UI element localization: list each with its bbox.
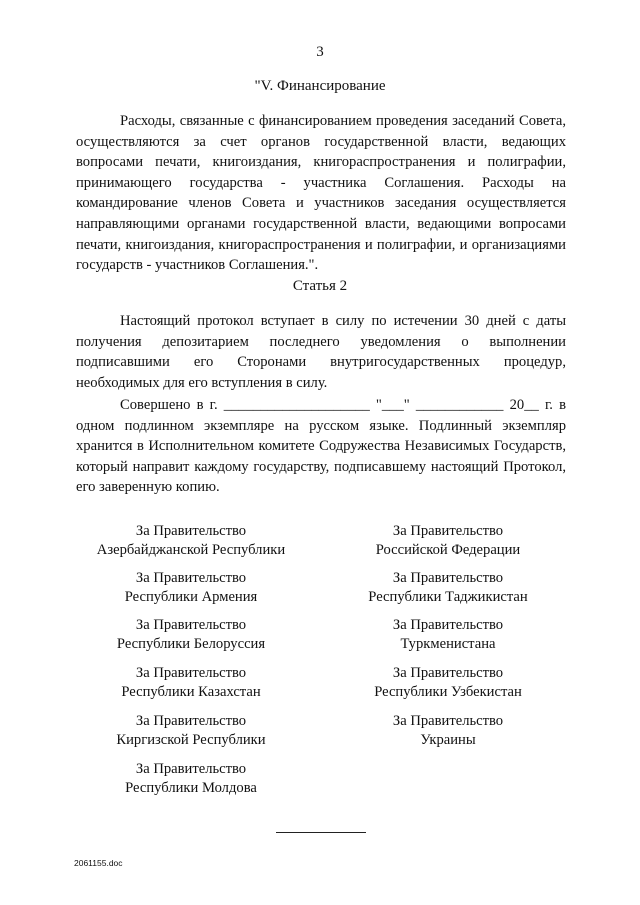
signature-country: Украины (420, 732, 476, 748)
signature-country: Республики Молдова (125, 780, 257, 796)
signature-label: За Правительство (135, 761, 247, 777)
signature-block (323, 712, 573, 750)
signature-country: Туркменистана (400, 636, 496, 652)
signature-country: Республики Белоруссия (116, 636, 266, 652)
signature-country: Республики Узбекистан (374, 684, 522, 700)
signature-block (66, 664, 316, 702)
signature-label: За Правительство (392, 523, 504, 539)
signature-label: За Правительство (392, 617, 504, 633)
done-paragraph: Совершено в г. ____________________ "___" ____________ 20__ г. в одном подлинном экземпляре на русском языке. Подлинный экземпляр хранится в Исполнительном комитете Содружества Независимых Государств, который направит каждому государству, подписавшему настоящий Протокол, его заверенную копию. (76, 397, 566, 496)
signature-label: За Правительство (135, 523, 247, 539)
signature-country: Республики Таджикистан (368, 589, 528, 605)
signature-block (66, 569, 316, 607)
signature-block (66, 760, 316, 798)
page-number: 3 (316, 44, 324, 60)
signature-block (323, 569, 573, 607)
footer-filename: 2061155.doc (74, 858, 123, 868)
signature-label: За Правительство (392, 570, 504, 586)
section-paragraph: Расходы, связанные с финансированием проведения заседаний Совета, осуществляются за счет органов государственной власти, ведающих вопросами печати, книгоиздания, книгораспространения и полиграфии, принимающего государства - участника Соглашения. Расходы на командирование членов Совета и участников заседания осуществляется направляющими органами государственной власти, ведающими вопросами печати, книгоиздания, книгораспространения и полиграфии, и организациями государств - участников Соглашения.". (76, 113, 566, 274)
signature-block (66, 616, 316, 654)
signature-country: Республики Армения (124, 589, 258, 605)
separator-line (276, 832, 366, 833)
signature-label: За Правительство (135, 570, 247, 586)
signature-label: За Правительство (135, 665, 247, 681)
signature-label: За Правительство (392, 665, 504, 681)
signature-country: Киргизской Республики (116, 732, 266, 748)
signature-country: Российской Федерации (375, 542, 521, 558)
signature-country: Азербайджанской Республики (96, 542, 286, 558)
article-paragraph: Настоящий протокол вступает в силу по истечении 30 дней с даты получения депозитарием последнего уведомления о выполнении подписавшими его Сторонами внутригосударственных процедур, необходимых для его вступления в силу. (76, 313, 566, 391)
signature-block (66, 712, 316, 750)
signature-label: За Правительство (392, 713, 504, 729)
signature-block (323, 616, 573, 654)
signature-block (323, 664, 573, 702)
article-heading: Статья 2 (292, 278, 348, 294)
signature-label: За Правительство (135, 617, 247, 633)
signature-block (66, 522, 316, 560)
signature-label: За Правительство (135, 713, 247, 729)
section-heading: "V. Финансирование (254, 78, 386, 94)
signature-block (323, 522, 573, 560)
signature-country: Республики Казахстан (121, 684, 261, 700)
